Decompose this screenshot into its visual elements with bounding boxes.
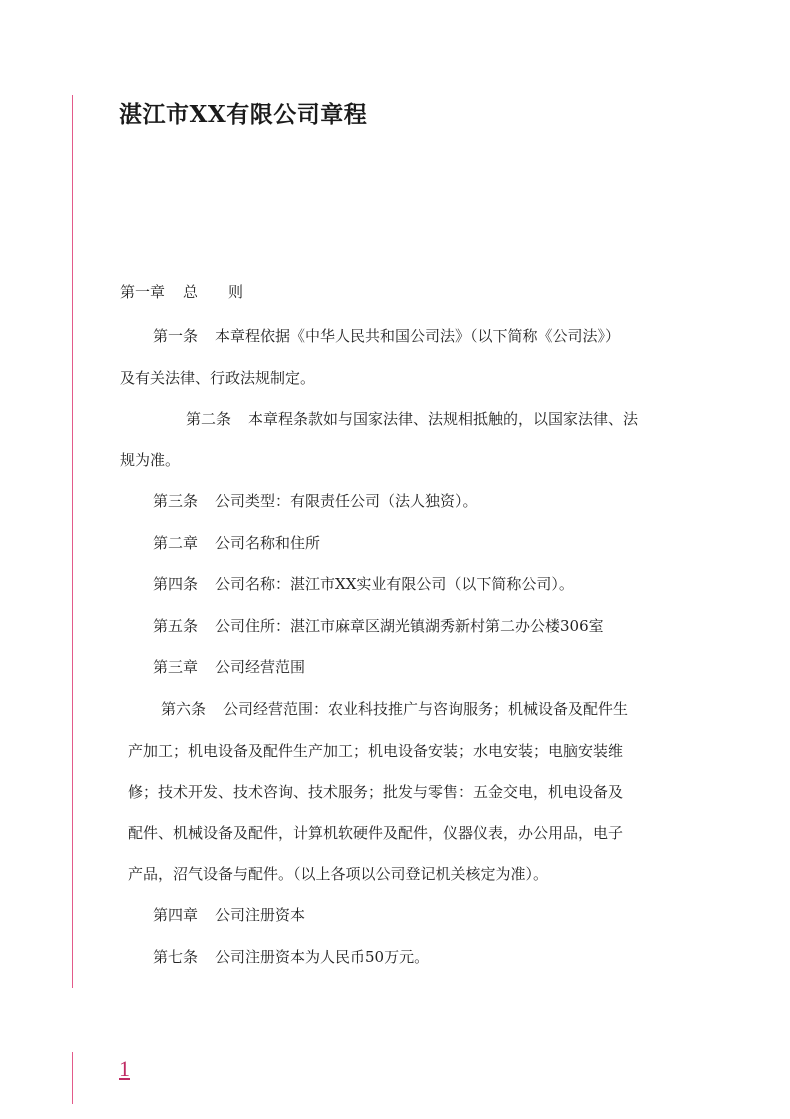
article-text: 及有关法律、行政法规制定。	[120, 369, 316, 387]
chapter-number: 第二章	[153, 534, 199, 552]
chapter-heading	[153, 533, 320, 553]
article-1	[153, 326, 620, 346]
left-margin-line	[72, 95, 73, 988]
chapter-title: 公司经营范围	[215, 658, 306, 676]
chapter-title: 公司名称和住所	[215, 534, 321, 552]
article-6	[161, 699, 628, 719]
article-3	[153, 491, 478, 511]
chapter-number: 第一章	[120, 283, 166, 301]
article-2	[186, 409, 638, 429]
article-text: 公司经营范围：农业科技推广与咨询服务；机械设备及配件生	[223, 700, 629, 718]
article-number: 第三条	[153, 492, 199, 510]
chapter-title: 则	[228, 283, 244, 301]
article-text: 本章程依据《中华人民共和国公司法》（以下简称《公司法》）	[215, 327, 621, 345]
article-text: 公司住所：湛江市麻章区湖光镇湖秀新村第二办公楼306室	[215, 617, 604, 635]
article-number: 第五条	[153, 617, 199, 635]
article-number: 第一条	[153, 327, 199, 345]
article-4	[153, 574, 574, 594]
document-title: 湛江市XX有限公司章程	[119, 101, 368, 128]
article-text: 公司名称：湛江市XX实业有限公司（以下简称公司）。	[215, 575, 574, 593]
chapter-title: 总	[183, 283, 199, 301]
chapter-number: 第三章	[153, 658, 199, 676]
article-number: 第六条	[161, 700, 207, 718]
article-text: 公司类型：有限责任公司（法人独资）。	[215, 492, 478, 510]
article-number: 第七条	[153, 948, 199, 966]
footer-margin-line	[72, 1052, 73, 1104]
chapter-heading	[153, 657, 305, 677]
article-text: 配件、机械设备及配件，计算机软硬件及配件，仪器仪表，办公用品，电子	[128, 824, 624, 842]
chapter-title: 公司注册资本	[215, 906, 306, 924]
chapter-heading	[153, 905, 305, 925]
article-text: 产品，沼气设备与配件。（以上各项以公司登记机关核定为准）。	[128, 865, 549, 883]
article-5	[153, 616, 604, 636]
page-number: 1	[119, 1056, 130, 1081]
article-text: 修；技术开发、技术咨询、技术服务；批发与零售：五金交电，机电设备及	[128, 783, 624, 801]
article-number: 第四条	[153, 575, 199, 593]
article-7	[153, 947, 429, 967]
article-number: 第二条	[186, 410, 232, 428]
article-text: 规为准。	[120, 451, 181, 469]
article-text: 本章程条款如与国家法律、法规相抵触的，以国家法律、法	[248, 410, 639, 428]
article-text: 产加工；机电设备及配件生产加工；机电设备安装；水电安装；电脑安装维	[128, 742, 624, 760]
article-text: 公司注册资本为人民币50万元。	[215, 948, 430, 966]
chapter-heading	[120, 282, 243, 302]
chapter-number: 第四章	[153, 906, 199, 924]
